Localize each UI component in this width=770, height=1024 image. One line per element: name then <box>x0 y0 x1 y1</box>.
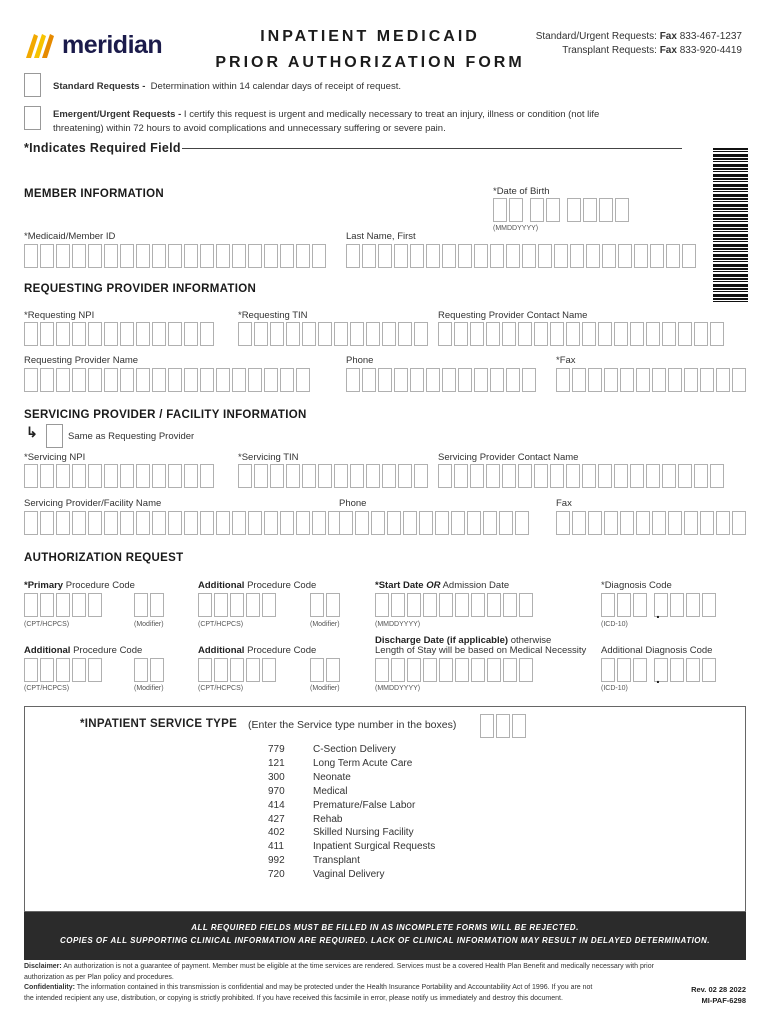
required-field-note: *Indicates Required Field <box>24 141 181 155</box>
requesting-phone-input[interactable] <box>346 368 536 392</box>
diagnosis-label: *Diagnosis Code <box>601 580 672 591</box>
disclaimer-label: Disclaimer: <box>24 963 62 970</box>
servicing-tin-label: *Servicing TIN <box>238 452 299 463</box>
service-type-list <box>268 743 435 882</box>
service-type-item: 970 Medical <box>268 785 348 797</box>
member-info-heading: MEMBER INFORMATION <box>24 188 164 200</box>
service-type-note: (Enter the Service type number in the boxes) <box>248 719 457 731</box>
additional-bold-3: Additional <box>198 645 245 656</box>
service-type-item: 411 Inpatient Surgical Requests <box>268 841 436 853</box>
diagnosis-sub: (ICD-10) <box>601 621 628 628</box>
member-name-input[interactable] <box>346 244 696 268</box>
start-date-sub: (MMDDYYYY) <box>375 621 421 628</box>
additional-diagnosis-sub: (ICD-10) <box>601 685 628 692</box>
servicing-tin-input[interactable] <box>238 464 428 488</box>
servicing-provider-heading: SERVICING PROVIDER / FACILITY INFORMATION <box>24 409 307 421</box>
additional-modifier-sub-3: (Modifier) <box>310 685 340 692</box>
servicing-npi-input[interactable] <box>24 464 214 488</box>
additional-rest-2: Procedure Code <box>73 645 143 656</box>
standard-request-label: Standard Requests - <box>53 81 146 92</box>
fax-standard-label: Standard/Urgent Requests: <box>535 31 657 42</box>
additional-rest-1: Procedure Code <box>247 580 317 591</box>
service-type-item: 992 Transplant <box>268 855 360 867</box>
additional-modifier-input-2[interactable] <box>134 658 164 682</box>
banner-line1: ALL REQUIRED FIELDS MUST BE FILLED IN AS INCOMPLETE FORMS WILL BE REJECTED. <box>191 923 579 932</box>
form-title <box>205 24 535 76</box>
dob-label: *Date of Birth <box>493 186 550 197</box>
service-type-input[interactable] <box>480 714 526 738</box>
revision-info <box>691 984 746 1006</box>
requesting-phone-label: Phone <box>346 355 374 366</box>
primary-modifier-input[interactable] <box>134 593 164 617</box>
member-id-label: *Medicaid/Member ID <box>24 231 116 242</box>
additional-cpt-input-3[interactable] <box>198 658 276 682</box>
confidentiality-text2: the intended recipient any use, distribution, or copying is strictly prohibited. If you have received this facsimile in error, please notify us immediately and destroy this document. <box>24 994 563 1002</box>
revision-date: Rev. 02 28 2022 <box>691 985 746 994</box>
additional-modifier-input-3[interactable] <box>310 658 340 682</box>
fax-transplant-fax: Fax <box>659 45 677 56</box>
service-type-item: 300 Neonate <box>268 771 351 783</box>
meridian-logo-icon <box>24 30 58 60</box>
service-type-item: 779 C-Section Delivery <box>268 744 396 755</box>
discharge-bold: Discharge Date (if applicable) <box>375 635 509 646</box>
fax-standard-fax: Fax <box>659 31 677 42</box>
servicing-phone-input[interactable] <box>339 511 529 535</box>
additional-modifier-sub-2: (Modifier) <box>134 685 164 692</box>
member-id-input[interactable] <box>24 244 326 268</box>
service-type-item: 414 Premature/False Labor <box>268 799 416 811</box>
additional-cpt-sub-1: (CPT/HCPCS) <box>198 621 244 628</box>
primary-bold: *Primary <box>24 580 64 591</box>
additional-rest-3: Procedure Code <box>247 645 317 656</box>
form-title-line2: PRIOR AUTHORIZATION FORM <box>215 54 525 71</box>
required-rule <box>182 148 682 149</box>
servicing-name-label: Servicing Provider/Facility Name <box>24 498 162 509</box>
form-title-line1: INPATIENT MEDICAID <box>260 28 480 45</box>
servicing-npi-label: *Servicing NPI <box>24 452 86 463</box>
additional-cpt-sub-3: (CPT/HCPCS) <box>198 685 244 692</box>
additional-diagnosis-decimal: . <box>656 670 660 686</box>
dob-format: (MMDDYYYY) <box>493 225 539 232</box>
logo-text: meridian <box>62 30 163 59</box>
start-bold: *Start Date <box>375 580 424 591</box>
primary-rest: Procedure Code <box>65 580 135 591</box>
primary-cpt-input[interactable] <box>24 593 102 617</box>
service-type-item: 720 Vaginal Delivery <box>268 869 385 881</box>
start-or: OR <box>426 580 441 591</box>
diagnosis-decimal: . <box>656 605 660 621</box>
disclaimer-text2: authorization as per Plan policy and procedures. <box>24 973 174 981</box>
fax-transplant-number: 833-920-4419 <box>679 45 742 56</box>
additional-procedure-label-2 <box>24 645 142 656</box>
additional-modifier-input-1[interactable] <box>310 593 340 617</box>
disclaimer <box>24 962 714 1004</box>
requesting-fax-input[interactable] <box>556 368 746 392</box>
requesting-tin-label: *Requesting TIN <box>238 310 308 321</box>
primary-procedure-label <box>24 580 135 591</box>
urgent-request-desc1: I certify this request is urgent and medically necessary to treat an injury, illness or condition (not life <box>183 109 600 120</box>
requesting-npi-input[interactable] <box>24 322 214 346</box>
service-type-item: 427 Rehab <box>268 813 343 825</box>
requesting-npi-label: *Requesting NPI <box>24 310 95 321</box>
additional-cpt-sub-2: (CPT/HCPCS) <box>24 685 70 692</box>
requesting-contact-label: Requesting Provider Contact Name <box>438 310 588 321</box>
additional-bold-2: Additional <box>24 645 71 656</box>
servicing-contact-input[interactable] <box>438 464 724 488</box>
los-label: Length of Stay will be based on Medical Necessity <box>375 645 587 656</box>
start-date-label <box>375 580 509 591</box>
meridian-logo <box>24 30 162 60</box>
arrow-icon: ↳ <box>26 424 38 440</box>
same-as-requesting-label: Same as Requesting Provider <box>68 431 195 442</box>
requesting-name-input[interactable] <box>24 368 310 392</box>
servicing-fax-label: Fax <box>556 498 572 509</box>
standard-request-checkbox[interactable] <box>24 73 41 97</box>
primary-cpt-sub: (CPT/HCPCS) <box>24 621 70 628</box>
service-type-label: *INPATIENT SERVICE TYPE <box>80 718 238 730</box>
fax-transplant-label: Transplant Requests: <box>562 45 657 56</box>
urgent-request-checkbox[interactable] <box>24 106 41 130</box>
requesting-tin-input[interactable] <box>238 322 428 346</box>
servicing-fax-input[interactable] <box>556 511 746 535</box>
servicing-name-input[interactable] <box>24 511 342 535</box>
discharge-date-sub: (MMDDYYYY) <box>375 685 421 692</box>
requesting-provider-heading: REQUESTING PROVIDER INFORMATION <box>24 283 257 295</box>
confidentiality-label: Confidentiality: <box>24 984 75 991</box>
fax-info <box>536 30 742 58</box>
additional-procedure-label-3 <box>198 645 316 656</box>
start-rest: Admission Date <box>442 580 510 591</box>
fax-standard-number: 833-467-1237 <box>679 31 742 42</box>
primary-modifier-sub: (Modifier) <box>134 621 164 628</box>
same-as-requesting-checkbox[interactable] <box>46 424 63 448</box>
form-id: MI-PAF-6298 <box>701 996 746 1005</box>
member-name-label: Last Name, First <box>346 231 416 242</box>
standard-request-desc: Determination within 14 calendar days of receipt of request. <box>150 81 401 92</box>
service-type-item: 121 Long Term Acute Care <box>268 757 413 769</box>
barcode <box>713 148 748 304</box>
required-banner <box>24 912 746 960</box>
additional-procedure-label-1 <box>198 580 316 591</box>
urgent-request-desc2: threatening) within 72 hours to avoid complications and unnecessary suffering or severe pain. <box>53 123 446 134</box>
standard-request-text <box>53 80 401 94</box>
servicing-contact-label: Servicing Provider Contact Name <box>438 452 579 463</box>
additional-bold-1: Additional <box>198 580 245 591</box>
disclaimer-text1: An authorization is not a guarantee of payment. Member must be eligible at the time services are rendered. Services must be a covered Health Plan Benefit and medically necessary with prior <box>63 963 654 970</box>
authorization-heading: AUTHORIZATION REQUEST <box>24 552 184 564</box>
dob-input[interactable] <box>493 198 629 222</box>
service-type-item: 402 Skilled Nursing Facility <box>268 827 414 839</box>
discharge-rest: otherwise <box>510 635 552 646</box>
start-date-input[interactable] <box>375 593 533 617</box>
banner-line2: COPIES OF ALL SUPPORTING CLINICAL INFORMATION ARE REQUIRED. LACK OF CLINICAL INFORMATION MAY RESULT IN DELAYED DETERMINATION. <box>59 936 711 945</box>
requesting-name-label: Requesting Provider Name <box>24 355 139 366</box>
additional-modifier-sub-1: (Modifier) <box>310 621 340 628</box>
urgent-request-text <box>53 108 693 136</box>
additional-cpt-input-2[interactable] <box>24 658 102 682</box>
servicing-phone-label: Phone <box>339 498 367 509</box>
additional-diagnosis-label: Additional Diagnosis Code <box>601 645 713 656</box>
confidentiality-text1: The information contained in this transmission is confidential and may be protected under the Health Insurance Portability and Accountability Act of 1996. If you are not <box>76 984 593 991</box>
urgent-request-label: Emergent/Urgent Requests - <box>53 109 182 120</box>
additional-cpt-input-1[interactable] <box>198 593 276 617</box>
discharge-date-input[interactable] <box>375 658 533 682</box>
requesting-fax-label: *Fax <box>556 355 576 366</box>
requesting-contact-input[interactable] <box>438 322 724 346</box>
